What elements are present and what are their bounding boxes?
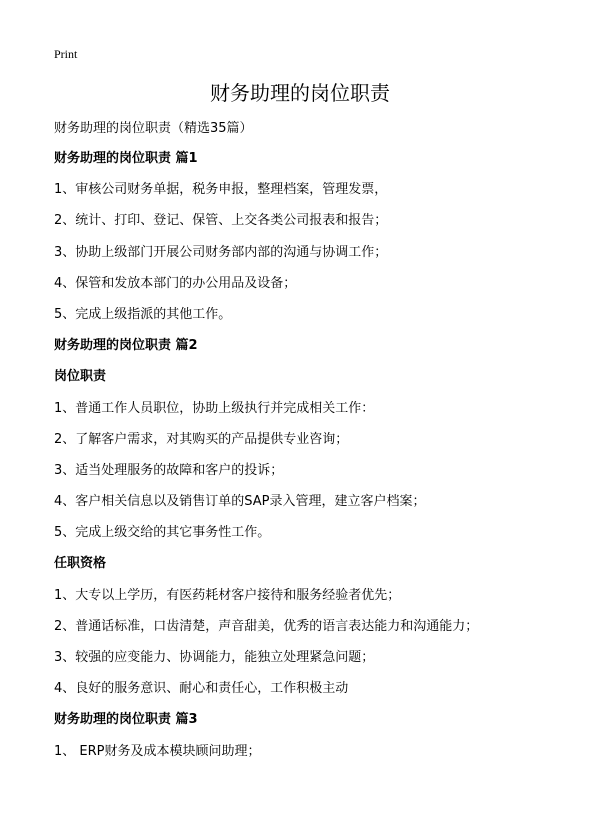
list-item: 4、客户相关信息以及销售订单的SAP录入管理，建立客户档案； — [54, 494, 426, 510]
list-item: 1、 ERP财务及成本模块顾问助理； — [54, 743, 261, 759]
print-label: Print — [54, 47, 78, 61]
list-item: 2、了解客户需求，对其购买的产品提供专业咨询； — [54, 431, 349, 447]
list-item: 3、较强的应变能力、协调能力，能独立处理紧急问题； — [54, 650, 375, 665]
subheading-qualifications: 任职资格 — [54, 556, 107, 572]
subheading-responsibilities: 岗位职责 — [54, 369, 107, 385]
list-item: 1、审核公司财务单据，税务申报，整理档案，管理发票， — [54, 182, 388, 198]
list-item: 5、完成上级指派的其他工作。 — [54, 306, 232, 322]
list-item: 3、适当处理服务的故障和客户的投诉； — [54, 462, 284, 478]
list-item: 3、协助上级部门开展公司财务部内部的沟通与协调工作； — [54, 244, 388, 260]
section-heading-1: 财务助理的岗位职责 篇1 — [54, 151, 198, 166]
list-item: 5、完成上级交给的其它事务性工作。 — [54, 525, 271, 541]
section-heading-3: 财务助理的岗位职责 篇3 — [54, 712, 198, 728]
list-item: 4、保管和发放本部门的办公用品及设备； — [54, 275, 297, 291]
list-item: 1、大专以上学历，有医药耗材客户接待和服务经验者优先； — [54, 587, 401, 603]
document-body — [54, 148, 574, 772]
list-item: 1、普通工作人员职位，协助上级执行并完成相关工作： — [54, 400, 375, 416]
list-item: 2、普通话标准，口齿清楚，声音甜美，优秀的语言表达能力和沟通能力； — [54, 618, 479, 634]
list-item: 2、统计、打印、登记、保管、上交各类公司报表和报告； — [54, 213, 388, 229]
list-item: 4、良好的服务意识、耐心和责任心，工作积极主动 — [54, 681, 349, 697]
section-heading-2: 财务助理的岗位职责 篇2 — [54, 338, 198, 354]
document-subtitle: 财务助理的岗位职责（精选35篇） — [54, 121, 253, 136]
document-title: 财务助理的岗位职责 — [210, 81, 390, 105]
